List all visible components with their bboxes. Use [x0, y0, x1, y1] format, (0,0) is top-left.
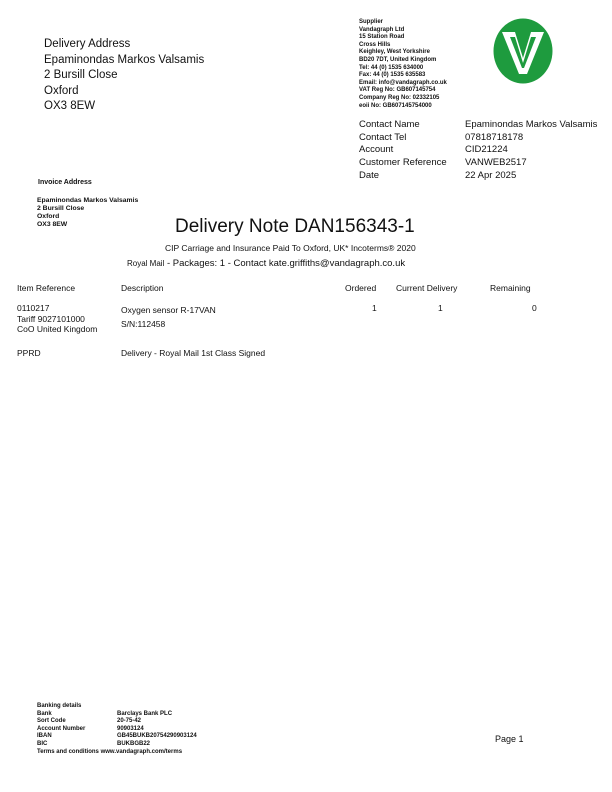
supplier-line: Company Reg No: 02332105 [359, 94, 440, 101]
column-header-current-delivery: Current Delivery [396, 283, 458, 293]
column-header-ordered: Ordered [345, 283, 377, 293]
current-delivery-value: 1 [438, 303, 443, 313]
description-line: Delivery - Royal Mail 1st Class Signed [121, 348, 266, 358]
banking-label: IBAN [37, 733, 52, 740]
contact-details [359, 119, 598, 182]
item-reference-line: CoO United Kingdom [17, 324, 98, 334]
remaining-value: 0 [532, 303, 537, 313]
contact-row [359, 170, 579, 183]
contact-value: CID21224 [465, 144, 508, 156]
banking-row [37, 741, 297, 749]
banking-label: BIC [37, 740, 48, 747]
supplier-block [359, 19, 447, 110]
supplier-line: Vandagraph Ltd [359, 26, 405, 33]
supplier-line: Fax: 44 (0) 1535 635583 [359, 72, 426, 79]
contact-label: Date [359, 169, 380, 181]
document-title: Delivery Note DAN156343-1 [175, 216, 415, 237]
contact-label: Customer Reference [359, 157, 447, 169]
carrier-name: Royal Mail [127, 259, 165, 268]
delivery-address-line: Epaminondas Markos Valsamis [44, 53, 205, 66]
delivery-address-heading: Delivery Address [44, 38, 131, 50]
delivery-address-line: 2 Bursill Close [44, 69, 118, 81]
supplier-line: Cross Hills [359, 41, 391, 48]
delivery-address-line: OX3 8EW [44, 100, 96, 112]
contact-label: Contact Tel [359, 131, 407, 143]
banking-row [37, 733, 297, 741]
supplier-line: Tel: 44 (0) 1535 634000 [359, 64, 424, 71]
contact-label: Contact Name [359, 119, 420, 130]
banking-value: 20-75-42 [117, 718, 142, 725]
banking-row [37, 718, 297, 726]
delivery-address-line: Oxford [44, 84, 79, 97]
shipping-line [127, 258, 405, 269]
ordered-value: 1 [372, 303, 377, 313]
terms-link[interactable]: Terms and conditions www.vandagraph.com/terms [37, 748, 183, 755]
column-header-description: Description [121, 283, 164, 293]
contact-value: Epaminondas Markos Valsamis [465, 119, 598, 130]
description-line: Oxygen sensor R-17VAN [121, 305, 216, 315]
vandagraph-logo [493, 18, 553, 84]
invoice-address-heading: Invoice Address [38, 179, 92, 186]
column-header-remaining: Remaining [490, 283, 531, 293]
banking-label: Bank [37, 710, 52, 717]
supplier-line: Email: info@vandagraph.co.uk [359, 79, 447, 86]
invoice-address-line: Oxford [37, 213, 60, 220]
contact-label: Account [359, 144, 394, 156]
banking-label: Sort Code [37, 718, 66, 725]
banking-row [37, 726, 297, 734]
invoice-address-line: OX3 8EW [37, 221, 68, 228]
shipping-details: - Packages: 1 - Contact kate.griffiths@vandagraph.co.uk [164, 258, 406, 269]
supplier-line: BD20 7DT, United Kingdom [359, 56, 437, 63]
banking-details [37, 703, 297, 756]
item-reference-line: PPRD [17, 348, 41, 358]
supplier-line: VAT Reg No: GB607145754 [359, 87, 436, 94]
incoterms-line: CIP Carriage and Insurance Paid To Oxford, UK* Incoterms® 2020 [165, 243, 416, 253]
contact-value: VANWEB2517 [465, 157, 527, 169]
banking-heading: Banking details [37, 703, 82, 709]
contact-row [359, 144, 579, 157]
banking-value: Barclays Bank PLC [117, 710, 173, 717]
delivery-address-block [44, 37, 204, 115]
supplier-line: Keighley, West Yorkshire [359, 49, 430, 56]
banking-value: BUKBGB22 [117, 740, 151, 747]
column-header-item-reference: Item Reference [17, 283, 76, 293]
supplier-line: 15 Station Road [359, 34, 405, 41]
invoice-address-line: 2 Bursill Close [37, 205, 85, 212]
invoice-address-line: Epaminondas Markos Valsamis [37, 197, 139, 204]
contact-row [359, 157, 579, 170]
item-reference-line: Tariff 9027101000 [17, 313, 85, 324]
contact-row [359, 119, 598, 132]
invoice-address-block [37, 197, 138, 229]
banking-label: Account Number [37, 725, 86, 732]
page-number: Page 1 [495, 734, 524, 744]
supplier-line: Supplier [359, 19, 384, 25]
banking-value: GB45BUKB20754290903124 [117, 733, 197, 740]
contact-value: 07818718178 [465, 131, 524, 143]
description-line: S/N:112458 [121, 319, 166, 329]
contact-value: 22 Apr 2025 [465, 169, 517, 181]
banking-row [37, 711, 297, 719]
banking-value: 90903124 [117, 725, 144, 732]
contact-row [359, 132, 579, 145]
item-reference-line: 0110217 [17, 303, 50, 313]
supplier-line: eoii No: GB607145754000 [359, 102, 432, 109]
table-row-description [121, 303, 216, 331]
table-row-item-reference [17, 303, 97, 335]
